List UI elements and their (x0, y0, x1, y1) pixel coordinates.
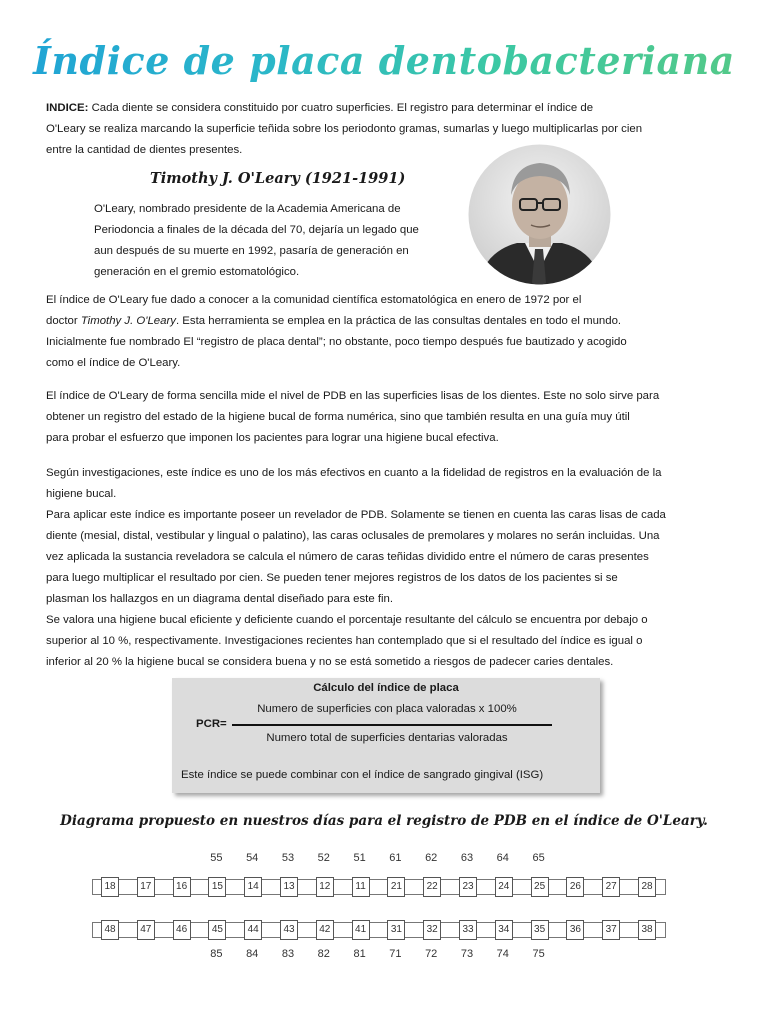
tooth-upper-24[interactable]: 24 (495, 877, 513, 897)
tooth-lower-46[interactable]: 46 (173, 920, 191, 940)
tooth-lower-42[interactable]: 42 (316, 920, 334, 940)
primary-tooth-number-lower: 85 (210, 948, 223, 960)
fraction-line (232, 724, 552, 726)
paragraph-method: Según investigaciones, este índice es uno de los más efectivos en cuanto a la fidelidad de registros en la evaluación de la higiene bucal. Para aplicar este índice es importante poseer un revelador de PDB. Solamente se tienen en cuenta las caras lisas de cada diente (mesial, distal, vestibular y lingual o palatino), las caras oclusales de premolares y molares no serán incluidas. Una vez aplicada la sustancia reveladora se calcula el número de caras teñidas dividido entre el número de caras presentes para luego multiplicar el resultado por cien. Se pueden tener mejores registros de los datos de los pacientes si se plasman los hallazgos en un diagrama dental diseñado para este fin. Se valora una higiene bucal eficiente y deficiente cuando el porcentaje resultante del cálculo se encuentra por debajo o superior al 10 %, respectivamente. Investigaciones recientes han contemplado que si el resultado del índice es igual o inferior al 20 % la higiene bucal se considera buena y no se está sometido a riesgos de padecer caries dentales. (46, 467, 666, 668)
tooth-lower-33[interactable]: 33 (459, 920, 477, 940)
tooth-upper-13[interactable]: 13 (280, 877, 298, 897)
tooth-upper-26[interactable]: 26 (566, 877, 584, 897)
primary-tooth-number-upper: 61 (389, 852, 402, 864)
intro-paragraph: INDICE: Cada diente se considera constituido por cuatro superficies. El registro para determinar el índice de O'Leary se realiza marcando la superficie teñida sobre los periodonto gramas, sumarlas y luego multiplicarlas por cien entre la cantidad de dientes presentes. (46, 102, 643, 156)
primary-tooth-number-upper: 54 (246, 852, 259, 864)
primary-tooth-number-upper: 55 (210, 852, 223, 864)
primary-tooth-number-lower: 84 (246, 948, 259, 960)
paragraph-purpose: El índice de O'Leary de forma sencilla mide el nivel de PDB en las superficies lisas de los dientes. Este no solo sirve para obtener un registro del estado de la higiene bucal de forma numérica, sino que también resulta en una guía muy útil para probar el esfuerzo que imponen los pacientes para lograr una higiene bucal efectiva. (46, 390, 660, 444)
tooth-upper-11[interactable]: 11 (352, 877, 370, 897)
tooth-upper-15[interactable]: 15 (208, 877, 226, 897)
tooth-lower-45[interactable]: 45 (208, 920, 226, 940)
bio-heading: Timothy J. O'Leary (1921-1991) (150, 170, 406, 187)
tooth-upper-27[interactable]: 27 (602, 877, 620, 897)
tooth-lower-48[interactable]: 48 (101, 920, 119, 940)
formula-numerator: Numero de superficies con placa valoradas x 100% (257, 703, 517, 715)
page-title: Índice de placa dentobacteriana (0, 38, 768, 83)
tooth-upper-18[interactable]: 18 (101, 877, 119, 897)
tooth-upper-16[interactable]: 16 (173, 877, 191, 897)
formula-lhs: PCR= (196, 718, 227, 730)
primary-tooth-number-lower: 72 (425, 948, 438, 960)
tooth-upper-23[interactable]: 23 (459, 877, 477, 897)
tooth-upper-21[interactable]: 21 (387, 877, 405, 897)
tooth-upper-28[interactable]: 28 (638, 877, 656, 897)
tooth-lower-37[interactable]: 37 (602, 920, 620, 940)
tooth-lower-41[interactable]: 41 (352, 920, 370, 940)
primary-tooth-number-upper: 62 (425, 852, 438, 864)
tooth-lower-35[interactable]: 35 (531, 920, 549, 940)
primary-tooth-number-upper: 51 (353, 852, 366, 864)
primary-tooth-number-upper: 64 (496, 852, 509, 864)
primary-tooth-number-lower: 74 (496, 948, 509, 960)
primary-tooth-number-lower: 75 (532, 948, 545, 960)
tooth-lower-43[interactable]: 43 (280, 920, 298, 940)
primary-tooth-number-upper: 53 (281, 852, 295, 864)
tooth-lower-36[interactable]: 36 (566, 920, 584, 940)
primary-tooth-number-lower: 82 (317, 948, 330, 960)
paragraph-history: El índice de O'Leary fue dado a conocer a la comunidad científica estomatológica en enero de 1972 por el doctor Timothy J. O'Leary. Esta herramienta se emplea en la práctica de las consultas dentales en todo el mundo. Inicialmente fue nombrado El “registro de placa dental”; no obstante, poco tiempo después fue bautizado y acogido como el índice de O'Leary. (46, 294, 627, 369)
formula-note: Este índice se puede combinar con el índice de sangrado gingival (ISG) (181, 769, 544, 781)
tooth-lower-44[interactable]: 44 (244, 920, 262, 940)
diagram-title: Diagrama propuesto en nuestros días para el registro de PDB en el índice de O'Leary. (60, 813, 708, 829)
intro-label: INDICE: (46, 102, 89, 114)
portrait-photo (467, 143, 612, 286)
tooth-upper-14[interactable]: 14 (244, 877, 262, 897)
primary-tooth-number-lower: 83 (281, 948, 295, 960)
primary-tooth-number-lower: 71 (389, 948, 402, 960)
tooth-upper-17[interactable]: 17 (137, 877, 155, 897)
formula-box (172, 678, 600, 793)
primary-tooth-number-upper: 65 (532, 852, 545, 864)
primary-tooth-number-lower: 81 (353, 948, 366, 960)
tooth-lower-32[interactable]: 32 (423, 920, 441, 940)
tooth-upper-25[interactable]: 25 (531, 877, 549, 897)
tooth-lower-31[interactable]: 31 (387, 920, 405, 940)
tooth-lower-34[interactable]: 34 (495, 920, 513, 940)
tooth-lower-47[interactable]: 47 (137, 920, 155, 940)
primary-tooth-number-upper: 52 (317, 852, 330, 864)
primary-tooth-number-upper: 63 (460, 852, 474, 864)
tooth-upper-22[interactable]: 22 (423, 877, 441, 897)
bio-paragraph: O'Leary, nombrado presidente de la Academia Americana de Periodoncia a finales de la década del 70, dejaría un legado que aun después de su muerte en 1992, pasaría de generación en generación en el gremio estomatológico. (94, 203, 419, 278)
tooth-upper-12[interactable]: 12 (316, 877, 334, 897)
formula-denominator: Numero total de superficies dentarias valoradas (266, 732, 508, 744)
tooth-lower-38[interactable]: 38 (638, 920, 656, 940)
primary-tooth-number-lower: 73 (460, 948, 474, 960)
formula-title: Cálculo del índice de placa (313, 682, 459, 694)
